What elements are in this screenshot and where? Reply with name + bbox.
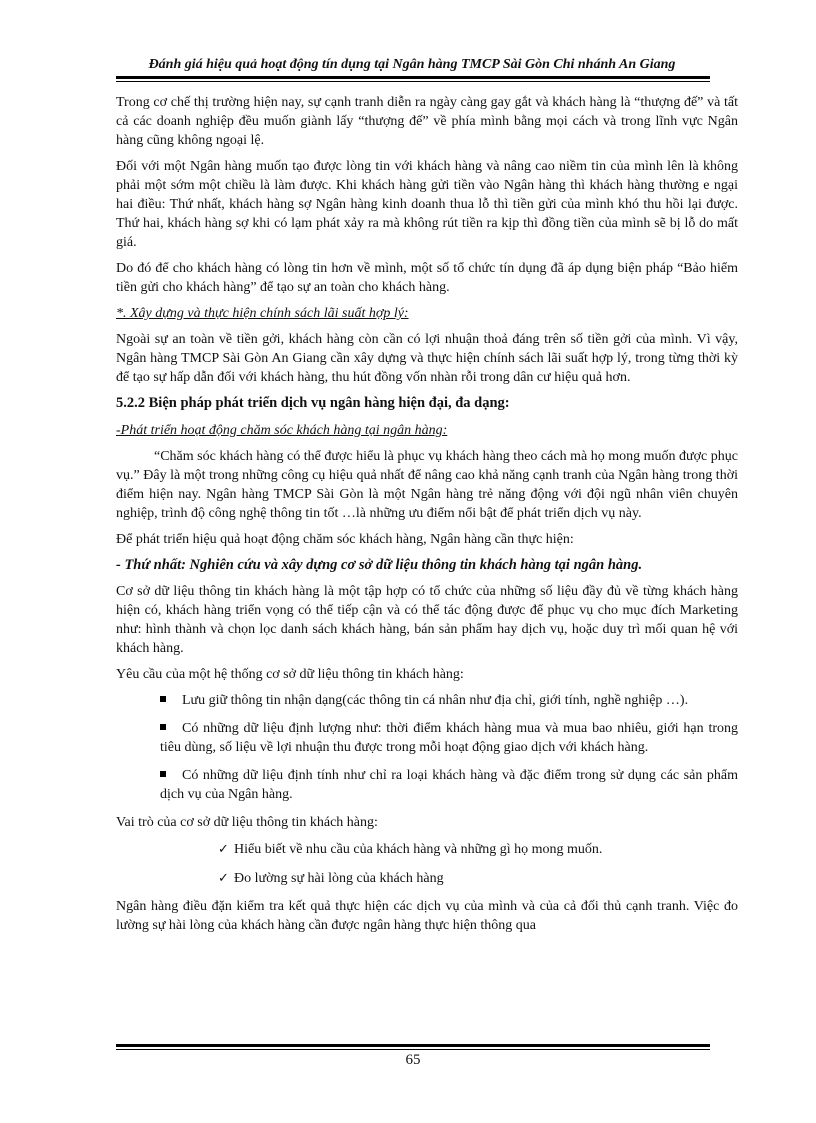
paragraph: Yêu cầu của một hệ thống cơ sở dữ liệu thông tin khách hàng:: [116, 667, 464, 682]
header-rule: [116, 76, 710, 82]
footer-rule: [116, 1044, 710, 1050]
checkmark-icon: ✓: [218, 870, 229, 885]
checkmark-icon: ✓: [218, 841, 229, 856]
list-item: Có những dữ liệu định lượng như: thời điểm khách hàng mua và mua bao nhiêu, giới hạn trong tiêu dùng, số liệu về lợi nhuận thu được trong mỗi hoạt động giao dịch với khách hàng.: [160, 721, 738, 755]
section-heading: 5.2.2 Biện pháp phát triển dịch vụ ngân hàng hiện đại, đa dạng:: [116, 395, 510, 411]
square-bullet-icon: [160, 696, 166, 702]
subheading-customer-care: -Phát triển hoạt động chăm sóc khách hàng tại ngân hàng:: [116, 423, 448, 438]
paragraph: Do đó để cho khách hàng có lòng tin hơn về mình, một số tổ chức tín dụng đã áp dụng biện pháp “Bảo hiểm tiền gửi cho khách hàng” để tạo sự an toàn cho khách hàng.: [116, 261, 738, 295]
paragraph: Ngoài sự an toàn về tiền gởi, khách hàng còn cần có lợi nhuận thoả đáng trên số tiền gởi của mình. Vì vậy, Ngân hàng TMCP Sài Gòn An Giang cần xây dựng và thực hiện chính sách lãi suất hợp lý, trong từng thời kỳ để tạo sự hấp dẫn đối với khách hàng, thu hút đồng vốn nhàn rỗi trong dân cư hiệu quả hơn.: [116, 332, 738, 385]
paragraph: Trong cơ chế thị trường hiện nay, sự cạnh tranh diễn ra ngày càng gay gắt và khách hàng là “thượng đế” và tất cả các doanh nghiệp đều muốn giành lấy “thượng đế” về phía mình bằng mọi cách và trong lĩnh vực Ngân hàng cũng không ngoại lệ.: [116, 95, 738, 148]
subheading-interest-policy: *. Xây dựng và thực hiện chính sách lãi suất hợp lý:: [116, 306, 409, 321]
list-item: Lưu giữ thông tin nhận dạng(các thông tin cá nhân như địa chỉ, giới tính, nghề nghiệp …).: [116, 691, 738, 710]
square-bullet-icon: [160, 724, 166, 730]
requirements-list: [116, 691, 738, 804]
page-header-title: Đánh giá hiệu quả hoạt động tín dụng tại Ngân hàng TMCP Sài Gòn Chi nhánh An Giang: [148, 57, 676, 72]
subheading-first-step: - Thứ nhất: Nghiên cứu và xây dựng cơ sở dữ liệu thông tin khách hàng tại ngân hàng.: [116, 557, 643, 573]
list-item: ✓ Đo lường sự hài lòng của khách hàng: [218, 870, 444, 886]
list-item: Có những dữ liệu định tính như chỉ ra loại khách hàng và đặc điểm trong sử dụng các sản phẩm dịch vụ của Ngân hàng.: [160, 768, 738, 802]
document-body: [116, 93, 738, 942]
paragraph: Đối với một Ngân hàng muốn tạo được lòng tin với khách hàng và nâng cao niềm tin của mình lên là không phải một sớm một chiều là làm được. Khi khách hàng gửi tiền vào Ngân hàng thì khách hàng thường e ngại hai điều: Thứ nhất, khách hàng sợ Ngân hàng kinh doanh thua lỗ thì tiền gửi của mình khó thu hồi lại được. Thứ hai, khách hàng sợ khi có lạm phát xảy ra mà không rút tiền ra kịp thì đồng tiền của mình sẽ bị lỗ do mất giá.: [116, 159, 738, 250]
square-bullet-icon: [160, 771, 166, 777]
list-item: ✓ Hiểu biết về nhu cầu của khách hàng và những gì họ mong muốn.: [218, 841, 603, 857]
paragraph: Cơ sở dữ liệu thông tin khách hàng là một tập hợp có tổ chức của những số liệu đầy đủ về từng khách hàng hiện có, khách hàng triển vọng có thể tiếp cận và có thể tác động được để phục vụ cho mục đích Marketing như: hình thành và chọn lọc danh sách khách hàng, bán sản phẩm hay dịch vụ, hoặc duy trì mối quan hệ với khách hàng.: [116, 584, 738, 656]
roles-list: [116, 839, 738, 888]
paragraph: “Chăm sóc khách hàng có thể được hiểu là phục vụ khách hàng theo cách mà họ mong muốn được phục vụ.” Đây là một trong những công cụ hiệu quả nhất để nâng cao khả năng cạnh tranh của Ngân hàng trong thời điểm hiện nay. Ngân hàng TMCP Sài Gòn là một Ngân hàng trẻ năng động với đội ngũ nhân viên chuyên nghiệp, trình độ công nghệ thông tin tốt …là những ưu điểm nổi bật để phát triển dịch vụ này.: [116, 449, 738, 521]
page-number: 65: [405, 1052, 421, 1068]
paragraph: Để phát triển hiệu quả hoạt động chăm sóc khách hàng, Ngân hàng cần thực hiện:: [116, 532, 574, 547]
paragraph: Ngân hàng điều đặn kiểm tra kết quả thực hiện các dịch vụ của mình và của cả đối thủ cạnh tranh. Việc đo lường sự hài lòng của khách hàng cần được ngân hàng thực hiện thông qua: [116, 899, 738, 933]
paragraph: Vai trò của cơ sở dữ liệu thông tin khách hàng:: [116, 815, 378, 830]
